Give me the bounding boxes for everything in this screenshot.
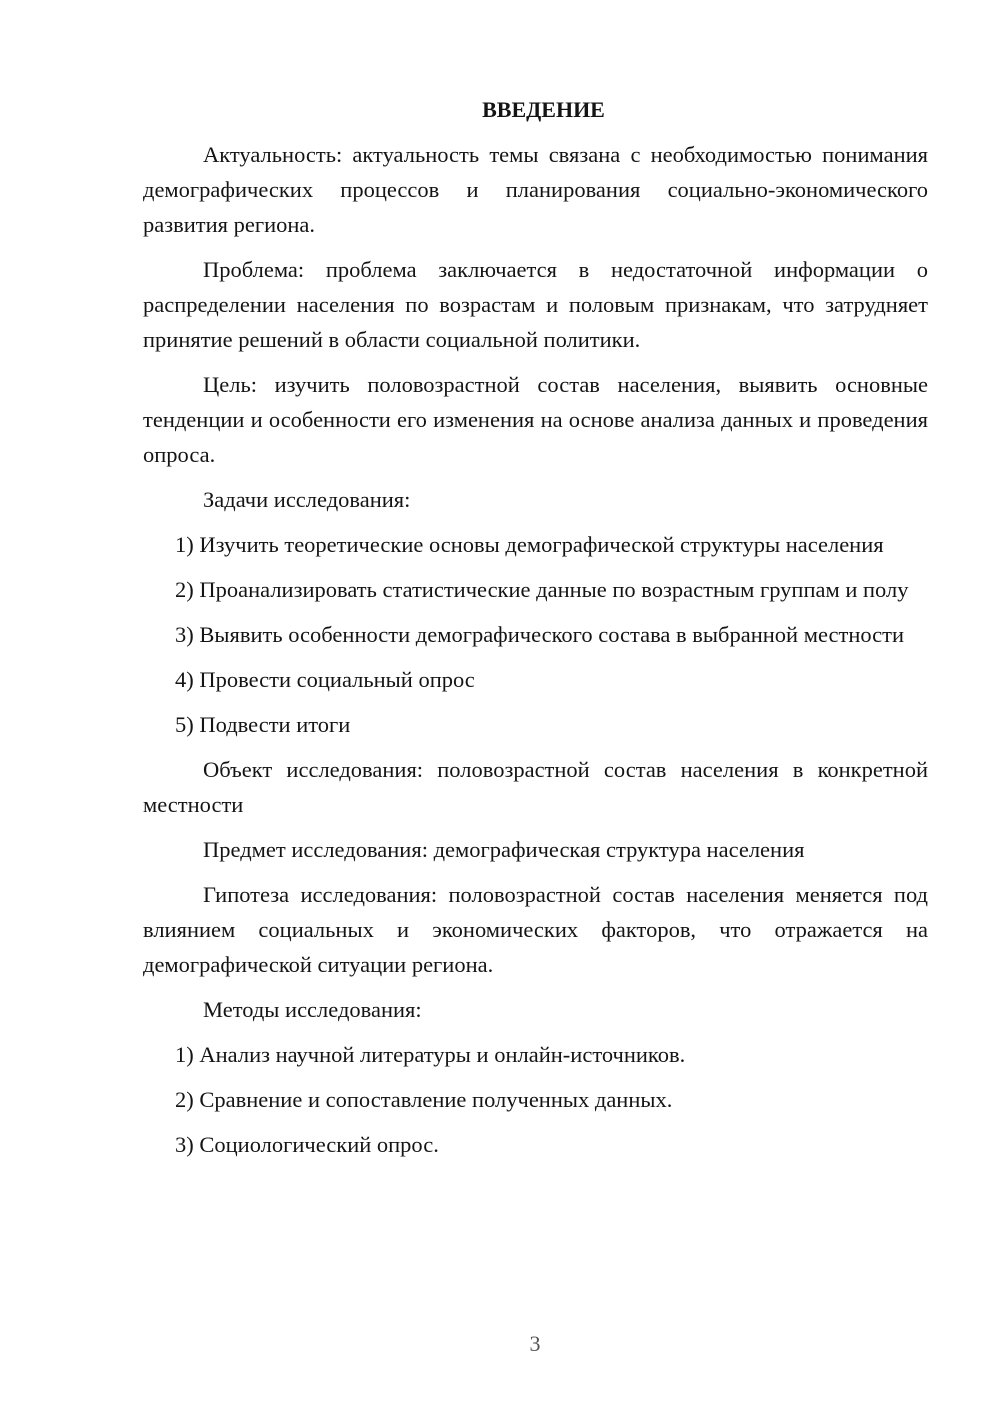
task-item-5: 5) Подвести итоги [175, 712, 351, 737]
task-item-4: 4) Провести социальный опрос [175, 667, 475, 692]
task-item-1: 1) Изучить теоретические основы демографической структуры населения [175, 532, 884, 557]
page-title: ВВЕДЕНИЕ [482, 97, 605, 122]
paragraph-subject: Предмет исследования: демографическая структура населения [203, 837, 805, 862]
method-item-1: 1) Анализ научной литературы и онлайн-источников. [175, 1042, 686, 1067]
task-item-2: 2) Проанализировать статистические данные по возрастным группам и полу [175, 577, 909, 602]
method-item-3: 3) Социологический опрос. [175, 1132, 439, 1157]
paragraph-relevance: Актуальность: актуальность темы связана с необходимостью понимания демографических процессов и планирования социально-экономического развития региона. [143, 142, 928, 237]
page-number: 3 [529, 1331, 541, 1356]
methods-heading: Методы исследования: [203, 997, 422, 1022]
document-page [143, 92, 928, 1172]
paragraph-hypothesis: Гипотеза исследования: половозрастной состав населения меняется под влиянием социальных и экономических факторов, что отражается на демографической ситуации региона. [143, 882, 928, 977]
paragraph-goal: Цель: изучить половозрастной состав населения, выявить основные тенденции и особенности его изменения на основе анализа данных и проведения опроса. [143, 372, 928, 467]
task-item-3: 3) Выявить особенности демографического состава в выбранной местности [175, 622, 905, 647]
method-item-2: 2) Сравнение и сопоставление полученных данных. [175, 1087, 673, 1112]
tasks-heading: Задачи исследования: [203, 487, 411, 512]
paragraph-object: Объект исследования: половозрастной состав населения в конкретной местности [143, 757, 928, 817]
paragraph-problem: Проблема: проблема заключается в недостаточной информации о распределении населения по возрастам и половым признакам, что затрудняет принятие решений в области социальной политики. [143, 257, 928, 352]
